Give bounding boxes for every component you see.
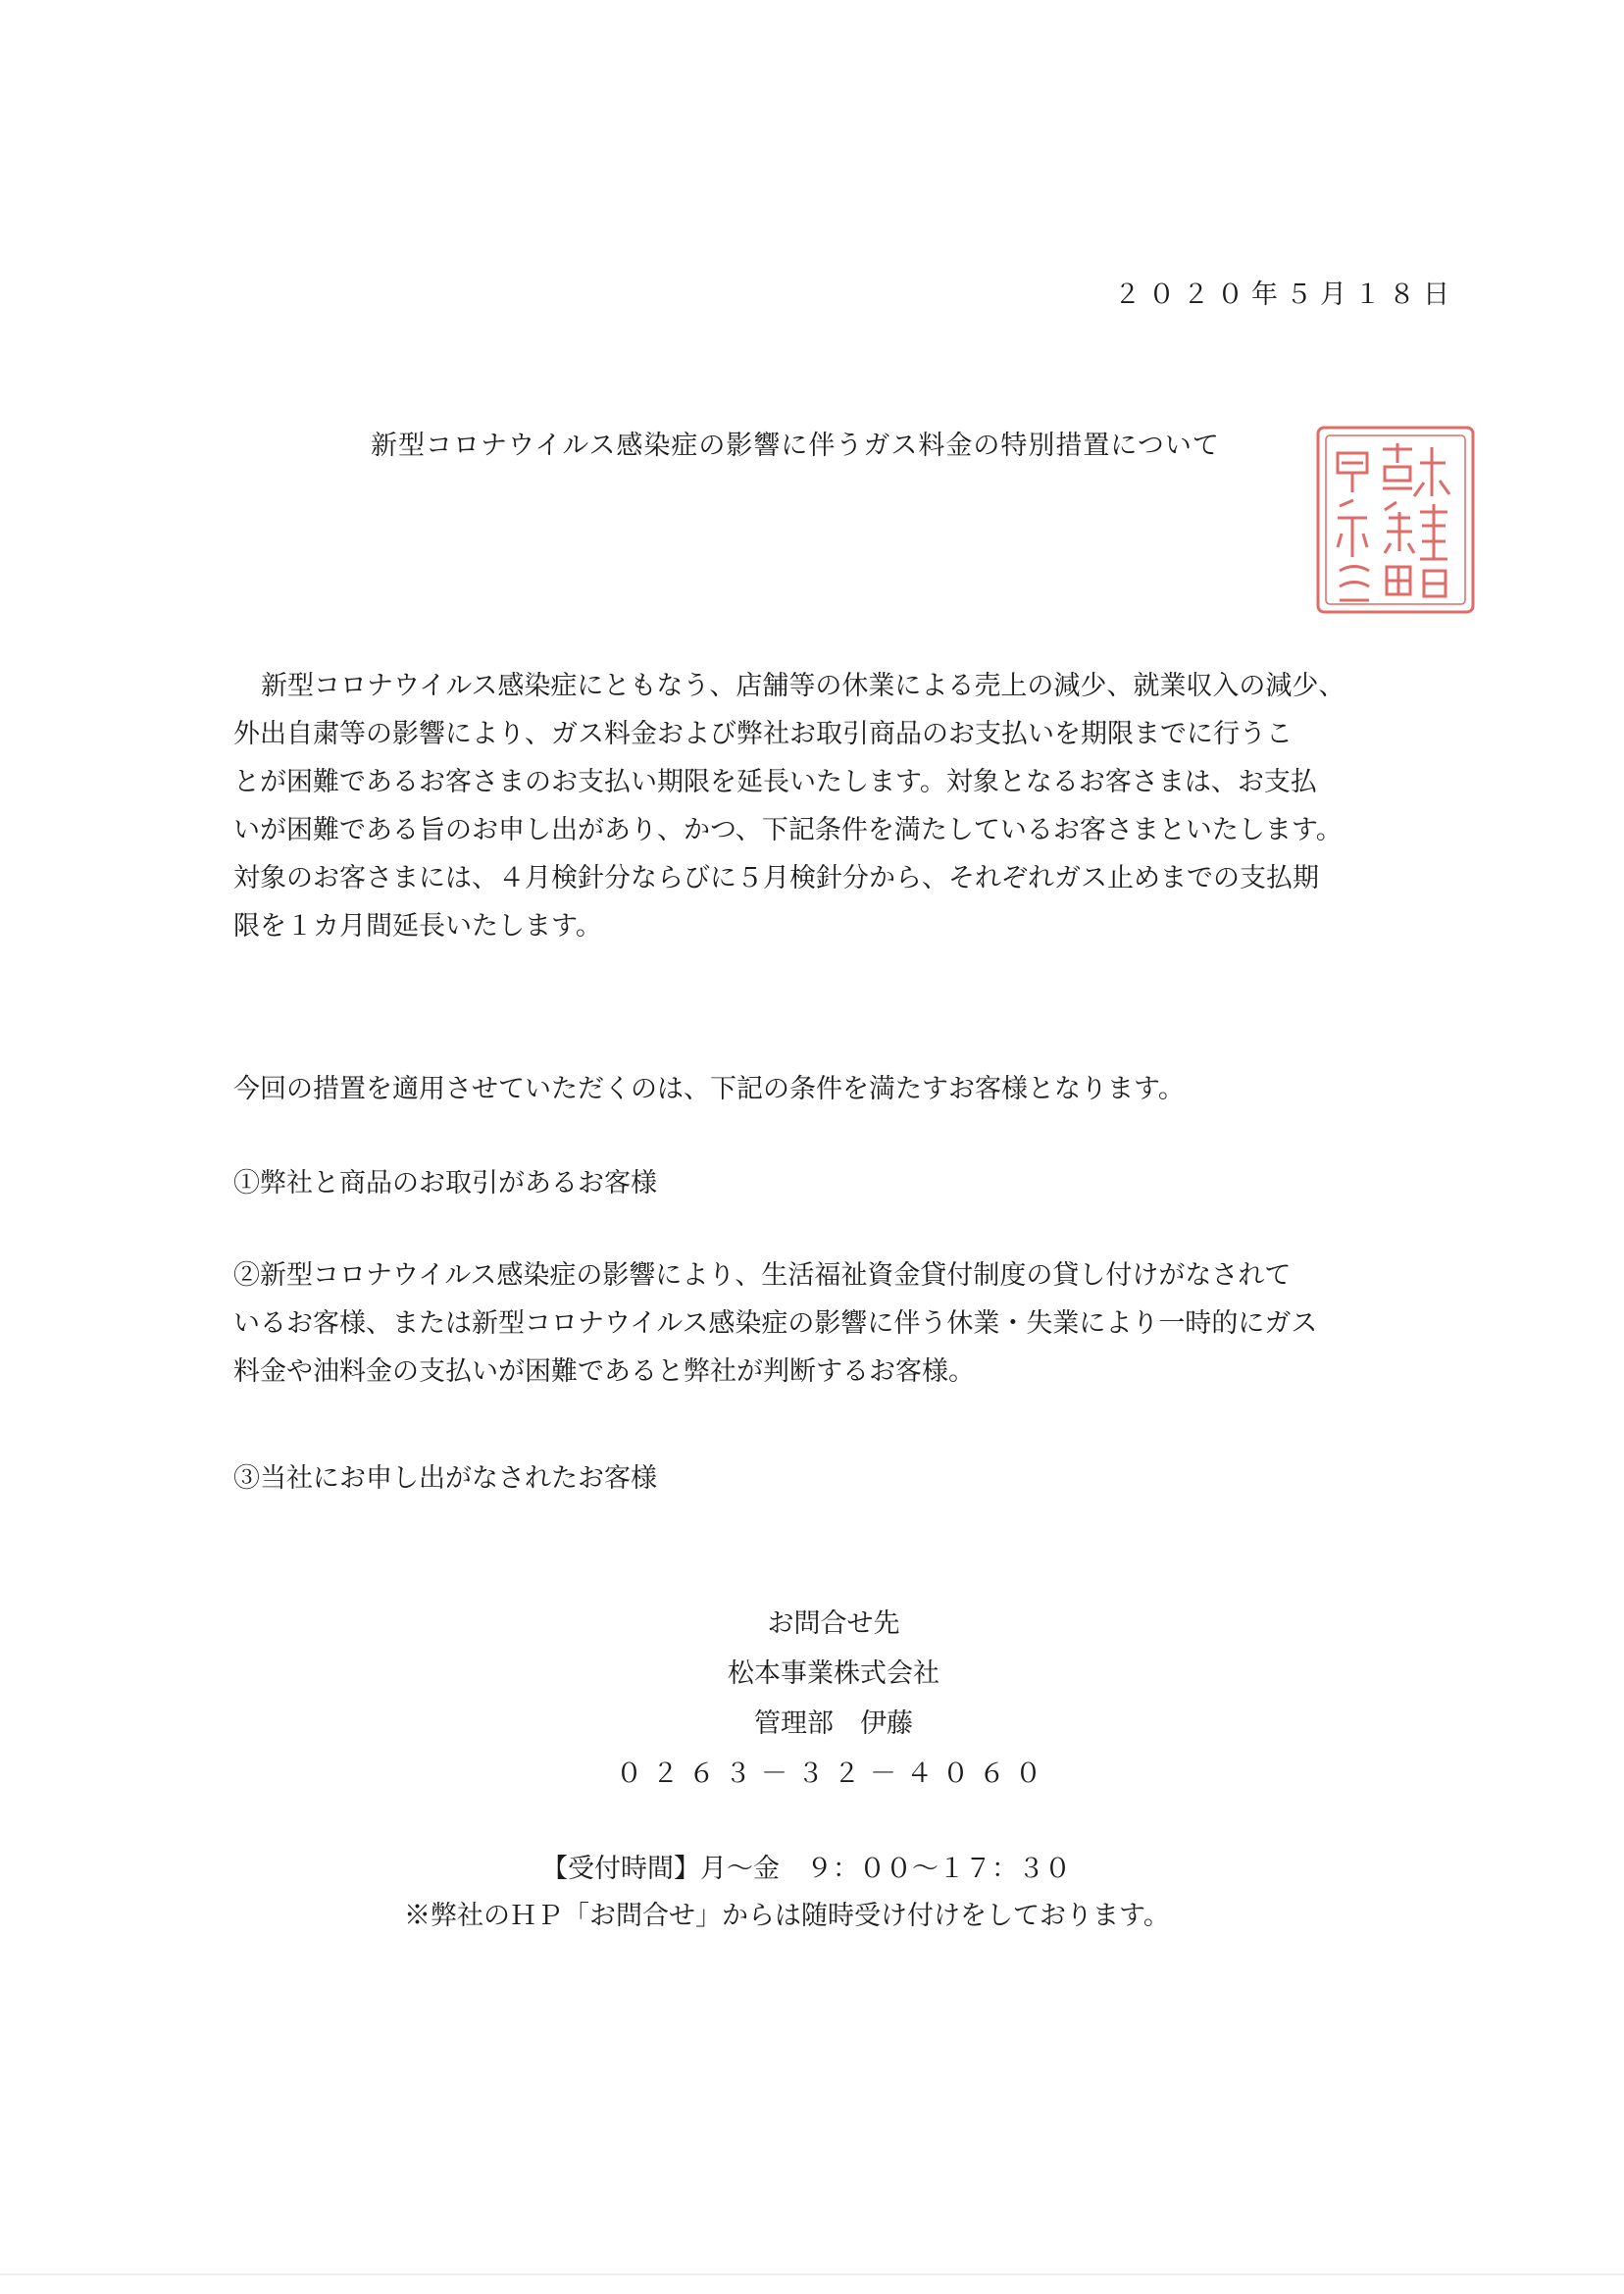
intro-paragraph bbox=[233, 662, 1430, 950]
condition-2-line: ②新型コロナウイルス感染症の影響により、生活福祉資金貸付制度の貸し付けがなされて bbox=[233, 1260, 1292, 1291]
contact-phone: ０２６３－３２－４０６０ bbox=[616, 1759, 1051, 1789]
contact-block bbox=[588, 1599, 1079, 1799]
condition-2-line: 料金や油料金の支払いが困難であると弊社が判断するお客様。 bbox=[233, 1356, 975, 1387]
document-title: 新型コロナウイルス感染症の影響に伴うガス料金の特別措置について bbox=[371, 431, 1220, 461]
document-date: ２０２０年５月１８日 bbox=[1114, 280, 1457, 310]
intro-line: 限を１カ月間延長いたします。 bbox=[233, 911, 602, 942]
contact-department: 管理部 伊藤 bbox=[754, 1708, 913, 1739]
intro-line: とが困難であるお客さまのお支払い期限を延長いたします。対象となるお客さまは、お支払 bbox=[233, 767, 1317, 797]
website-note: ※弊社のＨＰ「お問合せ」からは随時受け付けをしております。 bbox=[404, 1901, 1170, 1931]
intro-line: 新型コロナウイルス感染症にともなう、店舗等の休業による売上の減少、就業収入の減少、 bbox=[261, 671, 1345, 701]
contact-company: 松本事業株式会社 bbox=[728, 1658, 939, 1689]
intro-line: 外出自粛等の影響により、ガス料金および弊社お取引商品のお支払いを期限までに行うこ bbox=[233, 719, 1293, 749]
condition-1: ①弊社と商品のお取引があるお客様 bbox=[233, 1168, 657, 1198]
condition-3: ③当社にお申し出がなされたお客様 bbox=[233, 1463, 657, 1494]
conditions-lead: 今回の措置を適用させていただくのは、下記の条件を満たすお客様となります。 bbox=[233, 1074, 1185, 1104]
reception-hours: 【受付時間】月～金 ９：００～１７：３０ bbox=[541, 1854, 1071, 1884]
company-seal-stamp bbox=[1314, 424, 1477, 616]
scan-edge-line bbox=[0, 2273, 1624, 2275]
condition-2 bbox=[233, 1251, 1317, 1396]
condition-2-line: いるお客様、または新型コロナウイルス感染症の影響に伴う休業・失業により一時的にガス bbox=[233, 1308, 1318, 1339]
contact-heading: お問合せ先 bbox=[767, 1608, 900, 1639]
intro-line: いが困難である旨のお申し出があり、かつ、下記条件を満たしているお客さまといたします。 bbox=[233, 815, 1343, 845]
intro-line: 対象のお客さまには、４月検針分ならびに５月検針分から、それぞれガス止めまでの支払期 bbox=[233, 863, 1319, 893]
